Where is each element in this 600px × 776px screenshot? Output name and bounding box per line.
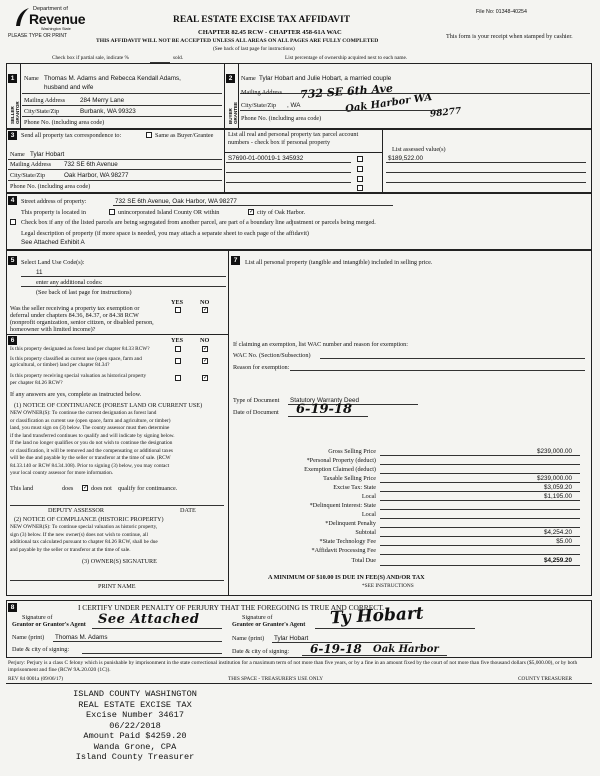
reason-label: Reason for exemption: (233, 364, 290, 371)
logo-name: Revenue (29, 11, 86, 27)
doc-date[interactable]: 6-19-18 (296, 402, 353, 417)
exempt-question: deferral under chapters 84.36, 84.37, or 84.38 RCW (10, 312, 139, 319)
technology-fee-label: *State Technology Fee (319, 538, 376, 545)
section-6-number: 6 (8, 336, 17, 345)
chapter-line: CHAPTER 82.45 RCW - CHAPTER 458-61A WAC (198, 29, 342, 36)
parcels-header: List all real and personal property tax parcel account numbers - check box if personal property (228, 131, 359, 146)
notice-continuance-body (10, 410, 175, 478)
if-yes-note: If any answers are yes, complete as instructed below. (10, 391, 142, 398)
s5-no-header: NO (200, 299, 210, 306)
excise-local-label: Local (361, 493, 376, 500)
street-address[interactable]: 732 SE 6th Avenue, Oak Harbor, WA 98277 (115, 198, 237, 205)
grantee-sign-city[interactable]: Oak Harbor (373, 644, 439, 655)
doc-type-label: Type of Document (233, 397, 280, 404)
minimum-due-note: A MINIMUM OF $10.00 IS DUE IN FEE(S) AND/OR TAX (268, 574, 425, 581)
treasurer-stamp (0, 689, 270, 763)
s3-mail-label: Mailing Address (10, 161, 52, 168)
grantee-date-city-label: Date & city of signing: (232, 648, 290, 655)
parcel-personal-checkbox[interactable] (357, 166, 363, 172)
unincorporated-label: unincorporated Island County OR within (118, 209, 220, 216)
segregated-checkbox[interactable] (10, 219, 16, 225)
forest-no-checkbox[interactable]: ✓ (203, 346, 209, 352)
stamp-line: Amount Paid $4259.20 (83, 731, 187, 741)
logo-top: Department of (33, 6, 68, 12)
segregated-label: Check box if any of the listed parcels are being segregated from another parcel, are part of a boundary line adjustment or parcels being merged. (21, 219, 376, 226)
buyer-city-handwritten[interactable]: Oak Harbor WA (344, 91, 433, 116)
see-instructions-note: *SEE INSTRUCTIONS (362, 583, 414, 589)
legal-description-label: Legal description of property (if more space is needed, you may attach a separate sheet to each page of the affidavit) (21, 230, 309, 237)
technology-fee[interactable]: $5.00 (556, 538, 572, 545)
grantee-name-print[interactable]: Tylar Hobart (274, 635, 309, 642)
exempt-question: Was the seller receiving a property tax exemption or (10, 305, 140, 312)
deputy-date-label: DATE (180, 507, 196, 514)
taxable-selling-price-label: Taxable Selling Price (323, 475, 376, 482)
delinquent-penalty-label: *Delinquent Penalty (325, 520, 376, 527)
section-3-number: 3 (8, 131, 17, 140)
delinquent-interest-local-label: Local (361, 511, 376, 518)
list-pct-label: List percentage of ownership acquired next to each name. (285, 55, 408, 61)
logo-swoosh-icon (14, 6, 30, 28)
within-city-label: city of Oak Harbor. (257, 209, 306, 216)
stamp-line: ISLAND COUNTY WASHINGTON (73, 689, 197, 699)
grantor-signature[interactable]: See Attached (98, 612, 200, 627)
parcel-personal-checkbox[interactable] (357, 156, 363, 162)
receipt-note: This form is your receipt when stamped by cashier. (446, 33, 573, 40)
s3-mail[interactable]: 732 SE 6th Avenue (64, 161, 118, 168)
exempt-yes-checkbox[interactable] (175, 307, 181, 313)
total-due-label: Total Due (351, 557, 376, 564)
current-use-question: Is this property classified as current use (open space, farm and (10, 356, 142, 362)
current-use-yes-checkbox[interactable] (175, 358, 181, 364)
seller-side-label: SELLER GRANTOR (10, 101, 20, 124)
grantee-agent-label: Grantee or Grantee's Agent (232, 621, 306, 628)
notice-line: will be due and payable by the seller or transferor at the time of sale. (RCW (10, 455, 171, 461)
s3-name[interactable]: Tylar Hobart (30, 151, 65, 158)
historic-question: Is this property receiving special valuation as historical property (10, 373, 147, 379)
gross-selling-price-label: Gross Selling Price (328, 448, 376, 455)
s5-yes-header: YES (171, 299, 184, 306)
buyer-city[interactable]: , WA (287, 102, 301, 109)
perjury-notice: Perjury: Perjury is a class C felony which is punishable by imprisonment in the state correctional institution for a maximum term of not more than five years, or by a fine in an amount fixed by the court of not more than five thousand dollars ($5,000.00), or by both imprisonment and fine (RCW 9A.20.020 (1C)). (8, 660, 578, 673)
historic-no-checkbox[interactable]: ✓ (203, 375, 209, 381)
print-name-label: PRINT NAME (98, 583, 136, 590)
wac-label: WAC No. (Section/Subsection) (233, 352, 311, 359)
land-use-code[interactable]: 11 (36, 269, 43, 276)
subtotal-label: Subtotal (355, 529, 376, 536)
claim-exemption-label: If claiming an exemption, list WAC number and reason for exemption: (233, 341, 408, 348)
buyer-zip-handwritten[interactable]: 98277 (429, 106, 462, 120)
section-4-number: 4 (8, 196, 17, 205)
grantee-name-label: Name (print) (232, 635, 265, 642)
buyer-name[interactable]: Tylar Hobart and Julie Hobart, a married couple (259, 75, 392, 82)
seller-name-2[interactable]: husband and wife (44, 84, 94, 91)
street-label: Street address of property: (21, 198, 87, 205)
exempt-question: homeowner with limited income)? (10, 326, 96, 333)
buyer-mail-handwritten[interactable]: 732 SE 6th Ave (299, 81, 394, 102)
see-back-header: (See back of last page for instructions) (213, 46, 295, 52)
section-7-number: 7 (231, 256, 240, 265)
section-8-number: 8 (8, 603, 17, 612)
parcel-personal-checkbox[interactable] (357, 185, 363, 191)
land-label: This land (10, 485, 34, 492)
doc-type[interactable]: Statutory Warranty Deed (290, 397, 360, 404)
excise-state[interactable]: $3,059.20 (543, 484, 572, 491)
historic-yes-checkbox[interactable] (175, 375, 181, 381)
notice-line: 84.33.140 or RCW 84.34.108). Prior to signing (3) below, you may contact (10, 462, 170, 469)
notice-continuance-title: (1) NOTICE OF CONTINUANCE (FOREST LAND OR CURRENT USE) (14, 402, 203, 409)
stamp-line: Excise Number 34617 (86, 710, 184, 720)
personal-property-label: List all personal property (tangible and intangible) included in selling price. (245, 259, 433, 266)
buyer-side-label: BUYER GRANTEE (228, 101, 238, 124)
notice-line: NEW OWNER(S): To continue special valuation as historic property, (10, 524, 158, 530)
gross-selling-price[interactable]: $239,000.00 (536, 448, 572, 455)
logo-sub: Washington State (41, 27, 71, 31)
owner-signature-label: (3) OWNER(S) SIGNATURE (82, 558, 157, 565)
buyer-city-label: City/State/Zip (241, 102, 277, 109)
seller-name[interactable]: Thomas M. Adams and Rebecca Kendall Adams, (44, 75, 181, 82)
does-not-checkbox[interactable]: ✓ (83, 485, 89, 491)
located-label: This property is located in (21, 209, 86, 216)
notice-line: or classification as current use (open space, farm and agriculture, or timber) (10, 417, 171, 424)
stamp-line: Island County Treasurer (75, 752, 195, 762)
notice-line: if the land transferred continues to qualify and will indicate by signing below. (10, 432, 175, 439)
same-as-buyer-checkbox[interactable] (146, 132, 152, 138)
grantor-name-label: Name (print) (12, 634, 45, 641)
notice-line: additional tax calculated pursuant to chapter 84.26 RCW, shall be due (10, 539, 158, 545)
unincorporated-checkbox[interactable] (109, 209, 115, 215)
stamp-line: 06/22/2018 (109, 720, 161, 731)
parcel-personal-checkbox[interactable] (357, 176, 363, 182)
buyer-mail-label: Mailing Address (241, 89, 283, 96)
seller-mail-label: Mailing Address (24, 97, 66, 104)
grantor-date-city-label: Date & city of signing: (12, 646, 70, 653)
partial-sale-label: Check box if partial sale, indicate % (52, 55, 129, 61)
seller-phone-label: Phone No. (including area code) (24, 119, 105, 126)
seller-name-label: Name (24, 75, 39, 82)
grantor-sig-label: Signature of (22, 614, 53, 621)
within-city-checkbox[interactable]: ✓ (249, 209, 255, 215)
s6-yes-header: YES (171, 337, 184, 344)
section-1-number: 1 (8, 74, 17, 83)
total-due[interactable]: $4,259.20 (543, 557, 572, 564)
section-2-number: 2 (226, 74, 235, 83)
land-use-see-back: (See back of last page for instructions) (36, 289, 132, 296)
notice-line: NEW OWNER(S): To continue the current designation as forest land (10, 410, 157, 416)
exemption-claimed-label: Exemption Claimed (deduct) (304, 466, 376, 473)
excise-state-label: Excise Tax: State (333, 484, 376, 491)
s3-city[interactable]: Oak Harbor, WA 98277 (64, 172, 129, 179)
partial-sale-sold: sold. (173, 55, 184, 61)
delinquent-interest-state-label: *Delinquent Interest: State (309, 502, 376, 509)
land-use-label: Select Land Use Code(s): (21, 259, 85, 266)
legal-description[interactable]: See Attached Exhibit A (21, 239, 85, 246)
parcel-assessed-value[interactable]: $189,522.00 (388, 155, 424, 162)
notice-line: sign (3) below. If the new owner(s) does not wish to continue, all (10, 531, 148, 538)
buyer-name-label: Name (241, 75, 256, 82)
exempt-no-checkbox[interactable]: ✓ (203, 307, 209, 313)
personal-property-deduct-label: *Personal Property (deduct) (306, 457, 376, 464)
section-3-label: Send all property tax correspondence to: (21, 132, 122, 139)
forest-land-question: Is this property designated as forest land per chapter 84.33 RCW? (10, 346, 150, 352)
processing-fee-label: *Affidavit Processing Fee (311, 547, 376, 554)
does-label: does (62, 485, 74, 492)
grantee-sign-date[interactable]: 6-19-18 (310, 642, 362, 656)
does-not-label: does not (91, 485, 112, 492)
same-as-buyer-label: Same as Buyer/Grantee (155, 132, 214, 139)
exempt-question: (nonprofit organization, senior citizen, or disabled person, (10, 319, 154, 326)
seller-city[interactable]: Burbank, WA 99323 (80, 108, 136, 115)
taxable-selling-price[interactable]: $239,000.00 (536, 475, 572, 482)
s6-no-header: NO (200, 337, 210, 344)
treasurer-use-only: THIS SPACE - TREASURER'S USE ONLY (228, 676, 324, 682)
parcel-number[interactable]: S7690-01-00019-1 345932 (228, 155, 304, 162)
stamp-line: Wanda Grone, CPA (93, 741, 177, 752)
warning-line: THIS AFFIDAVIT WILL NOT BE ACCEPTED UNLESS ALL AREAS ON ALL PAGES ARE FULLY COMPLETED (96, 38, 379, 44)
subtotal[interactable]: $4,254.20 (543, 529, 572, 536)
notice-line: land, you must sign on (3) below. The county assessor must then determine (10, 425, 170, 431)
s3-city-label: City/State/Zip (10, 172, 46, 179)
buyer-phone-label: Phone No. (including area code) (241, 115, 322, 122)
grantee-sig-label: Signature of (242, 614, 273, 621)
qualify-label: qualify for continuance. (118, 485, 178, 492)
seller-mail[interactable]: 284 Merry Lane (80, 97, 125, 104)
assessed-header: List assessed value(s) (392, 146, 446, 153)
excise-local[interactable]: $1,195.00 (543, 493, 572, 500)
certify-statement: I CERTIFY UNDER PENALTY OF PERJURY THAT THE FOREGOING IS TRUE AND CORRECT. (78, 603, 384, 612)
notice-line: and payable by the seller or transferor at the time of sale. (10, 546, 131, 553)
notice-compliance-body (10, 524, 158, 554)
form-revision: REV 84 0001a (09/06/17) (8, 676, 64, 682)
form-title: REAL ESTATE EXCISE TAX AFFIDAVIT (173, 15, 351, 25)
stamp-line: REAL ESTATE EXCISE TAX (78, 699, 192, 710)
doc-date-label: Date of Document (233, 409, 279, 416)
current-use-question-2: agricultural, or timber) land per chapter 84.34? (10, 362, 110, 368)
current-use-no-checkbox[interactable]: ✓ (203, 358, 209, 364)
notice-line: If the land no longer qualifies or you do not wish to continue the designation (10, 440, 173, 446)
s3-phone-label: Phone No. (including area code) (10, 183, 91, 190)
notice-line: your local county assessor for more information. (10, 470, 114, 476)
grantor-agent-label: Grantor or Grantor's Agent (12, 621, 86, 628)
forest-yes-checkbox[interactable] (175, 346, 181, 352)
additional-codes-label: enter any additional codes: (36, 279, 103, 286)
grantee-signature[interactable]: Ty Hobart (329, 603, 425, 629)
county-treasurer-label: COUNTY TREASURER (518, 676, 573, 682)
historic-question-2: per chapter 84.26 RCW? (10, 380, 63, 386)
deputy-assessor-label: DEPUTY ASSESSOR (48, 507, 104, 514)
seller-city-label: City/State/Zip (24, 108, 60, 115)
notice-compliance-title: (2) NOTICE OF COMPLIANCE (HISTORIC PROPERTY) (14, 516, 164, 523)
please-type: PLEASE TYPE OR PRINT (8, 33, 68, 39)
grantor-name-print[interactable]: Thomas M. Adams (55, 634, 108, 641)
s3-name-label: Name (10, 151, 25, 158)
file-number: File No: 01348-40254 (476, 9, 527, 15)
section-5-number: 5 (8, 256, 17, 265)
notice-line: or classification, it will be removed and the compensating or additional taxes (10, 447, 173, 454)
